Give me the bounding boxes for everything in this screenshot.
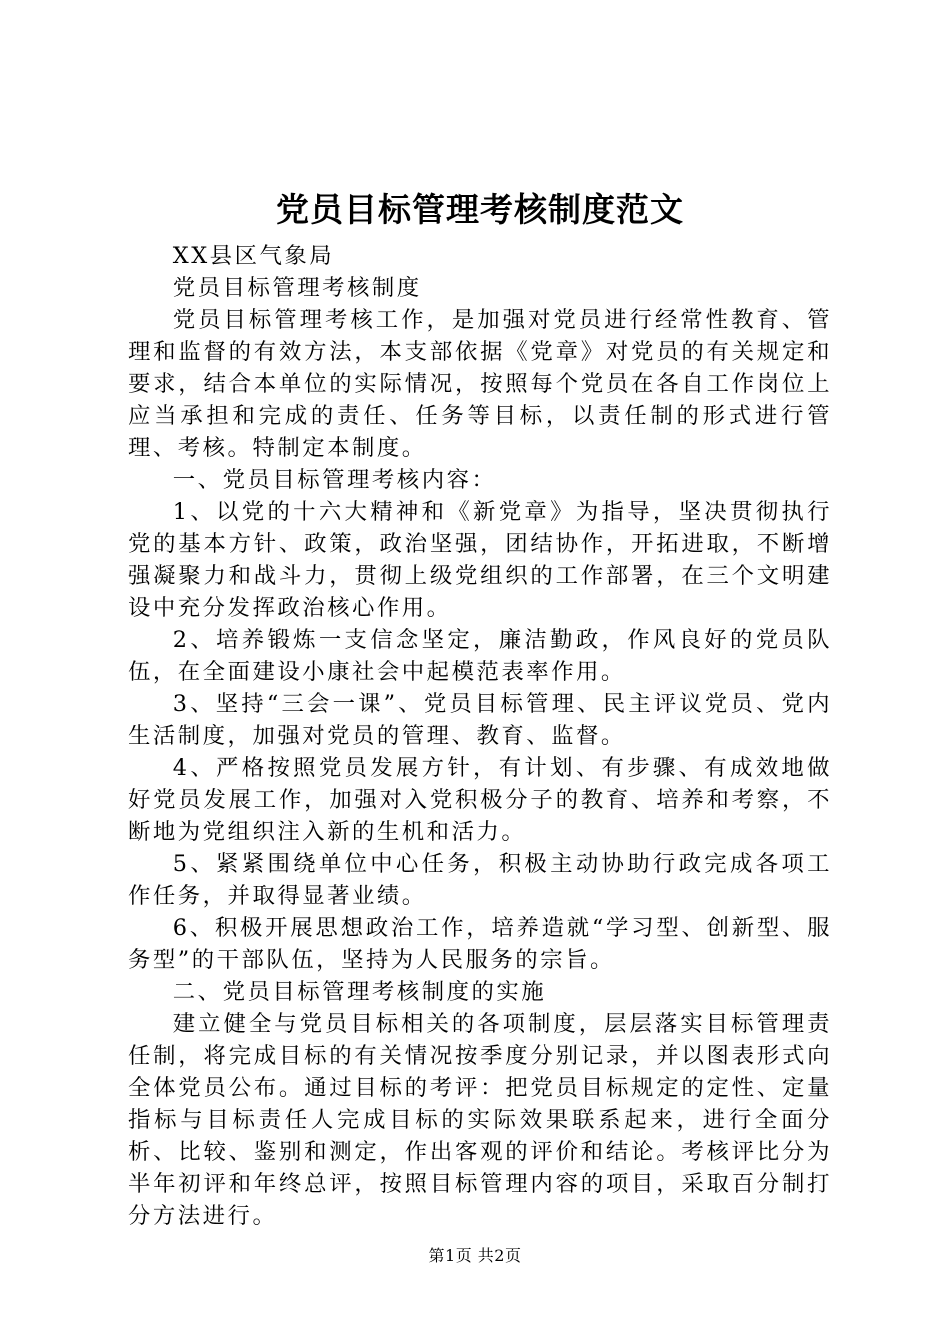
- document-body: [128, 240, 832, 1232]
- paragraph-implementation: 建立健全与党员目标相关的各项制度，层层落实目标管理责任制，将完成目标的有关情况按季度分别记录，并以图表形式向全体党员公布。通过目标的考评：把党员目标规定的定性、定量指标与目标责任人完成目标的实际效果联系起来，进行全面分析、比较、鉴别和测定，作出客观的评价和结论。考核评比分为半年初评和年终总评，按照目标管理内容的项目，采取百分制打分方法进行。: [128, 1011, 832, 1229]
- list-item-6: 6、积极开展思想政治工作，培养造就“学习型、创新型、服务型”的干部队伍，坚持为人民服务的宗旨。: [128, 915, 832, 973]
- section-heading-2: 二、党员目标管理考核制度的实施: [172, 979, 547, 1005]
- document-title: 党员目标管理考核制度范文: [276, 190, 684, 229]
- list-item-5: 5、紧紧围绕单位中心任务，积极主动协助行政完成各项工作任务，并取得显著业绩。: [128, 851, 832, 909]
- list-item-2: 2、培养锻炼一支信念坚定，廉洁勤政，作风良好的党员队伍，在全面建设小康社会中起模范表率作用。: [128, 627, 832, 685]
- paragraph-org: XX县区气象局: [172, 243, 335, 269]
- list-item-1: 1、以党的十六大精神和《新党章》为指导，坚决贯彻执行党的基本方针、政策，政治坚强，团结协作，开拓进取，不断增强凝聚力和战斗力，贯彻上级党组织的工作部署，在三个文明建设中充分发挥政治核心作用。: [128, 499, 832, 621]
- list-item-3: 3、坚持“三会一课”、党员目标管理、民主评议党员、党内生活制度，加强对党员的管理、教育、监督。: [128, 691, 832, 749]
- document-page: [128, 180, 832, 1232]
- paragraph-intro: 党员目标管理考核工作，是加强对党员进行经常性教育、管理和监督的有效方法，本支部依据《党章》对党员的有关规定和要求，结合本单位的实际情况，按照每个党员在各自工作岗位上应当承担和完成的责任、任务等目标，以责任制的形式进行管理、考核。特制定本制度。: [128, 307, 832, 461]
- section-heading-1: 一、党员目标管理考核内容：: [172, 467, 497, 493]
- paragraph-subtitle: 党员目标管理考核制度: [172, 275, 422, 301]
- list-item-4: 4、严格按照党员发展方针，有计划、有步骤、有成效地做好党员发展工作，加强对入党积极分子的教育、培养和考察，不断地为党组织注入新的生机和活力。: [128, 755, 832, 845]
- page-number: 第1页 共2页: [428, 1246, 522, 1265]
